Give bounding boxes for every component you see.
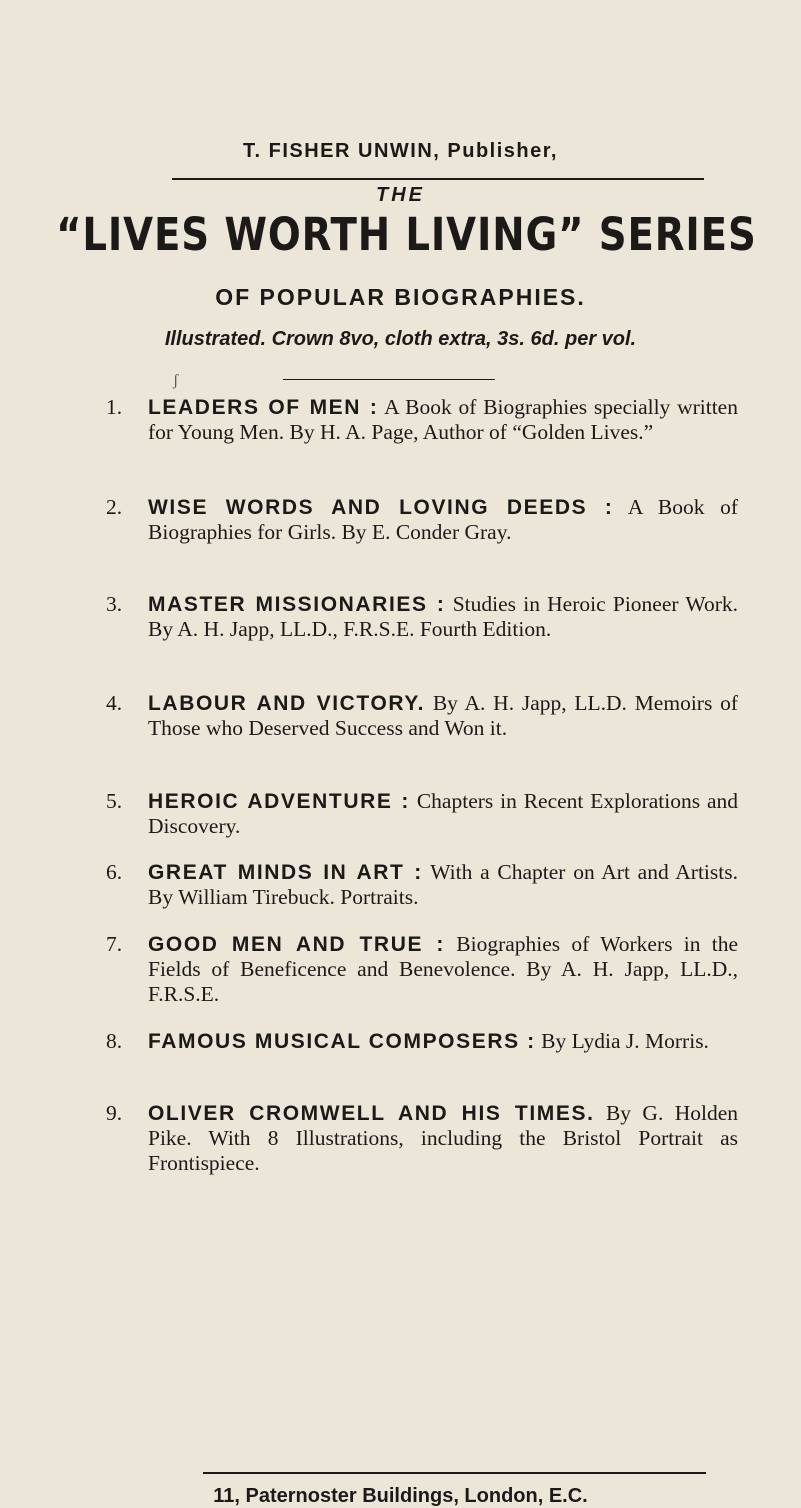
top-rule [172,178,704,180]
book-number: 7. [106,932,123,956]
book-number: 2. [106,495,123,519]
book-description: Studies in Heroic Pioneer Work. By A. H. Japp, LL.D., F.R.S.E. Fourth Edition. [148,592,738,641]
book-number: 9. [106,1101,123,1125]
series-subtitle: OF POPULAR BIOGRAPHIES. [215,284,586,310]
book-number: 8. [106,1029,123,1053]
book-number: 6. [106,860,123,884]
book-description: By A. H. Japp, LL.D. Memoirs of Those who Deserved Success and Won it. [148,691,738,740]
book-title: OLIVER CROMWELL AND HIS TIMES. [148,1102,595,1125]
book-title: GREAT MINDS IN ART : [148,861,423,884]
book-title: HEROIC ADVENTURE : [148,790,410,813]
book-description: By G. Holden Pike. With 8 Illustrations, including the Bristol Portrait as Frontispiece. [148,1101,738,1175]
book-number: 1. [106,395,123,419]
book-number: 3. [106,592,123,616]
series-the: THE [376,184,425,206]
publisher-line: T. FISHER UNWIN, Publisher, [243,140,558,162]
series-title: “LIVES WORTH LIVING” SERIES [56,208,757,261]
book-number: 5. [106,789,123,813]
book-description: Biographies of Workers in the Fields of Beneficence and Benevolence. By A. H. Japp, LL.D., F.R.S.E. [148,932,738,1006]
book-description: A Book of Biographies for Girls. By E. Conder Gray. [148,495,738,544]
book-title: GOOD MEN AND TRUE : [148,933,445,956]
book-title: MASTER MISSIONARIES : [148,593,446,616]
short-rule [283,379,495,380]
book-description: With a Chapter on Art and Artists. By William Tirebuck. Portraits. [148,860,738,909]
book-description: By Lydia J. Morris. [541,1029,709,1053]
publisher-address: 11, Paternoster Buildings, London, E.C. [213,1485,588,1507]
book-number: 4. [106,691,123,715]
bottom-rule [203,1472,706,1474]
book-title: LEADERS OF MEN : [148,396,379,419]
book-title: FAMOUS MUSICAL COMPOSERS : [148,1030,536,1053]
book-title: LABOUR AND VICTORY. [148,692,426,715]
stray-mark: ʃ [173,372,179,389]
edition-details: Illustrated. Crown 8vo, cloth extra, 3s. 6d. per vol. [164,328,637,350]
book-description: Chapters in Recent Explorations and Discovery. [148,789,739,838]
book-title: WISE WORDS AND LOVING DEEDS : [148,496,614,519]
book-description: A Book of Biographies specially written for Young Men. By H. A. Page, Author of “Golden Lives.” [148,395,738,444]
